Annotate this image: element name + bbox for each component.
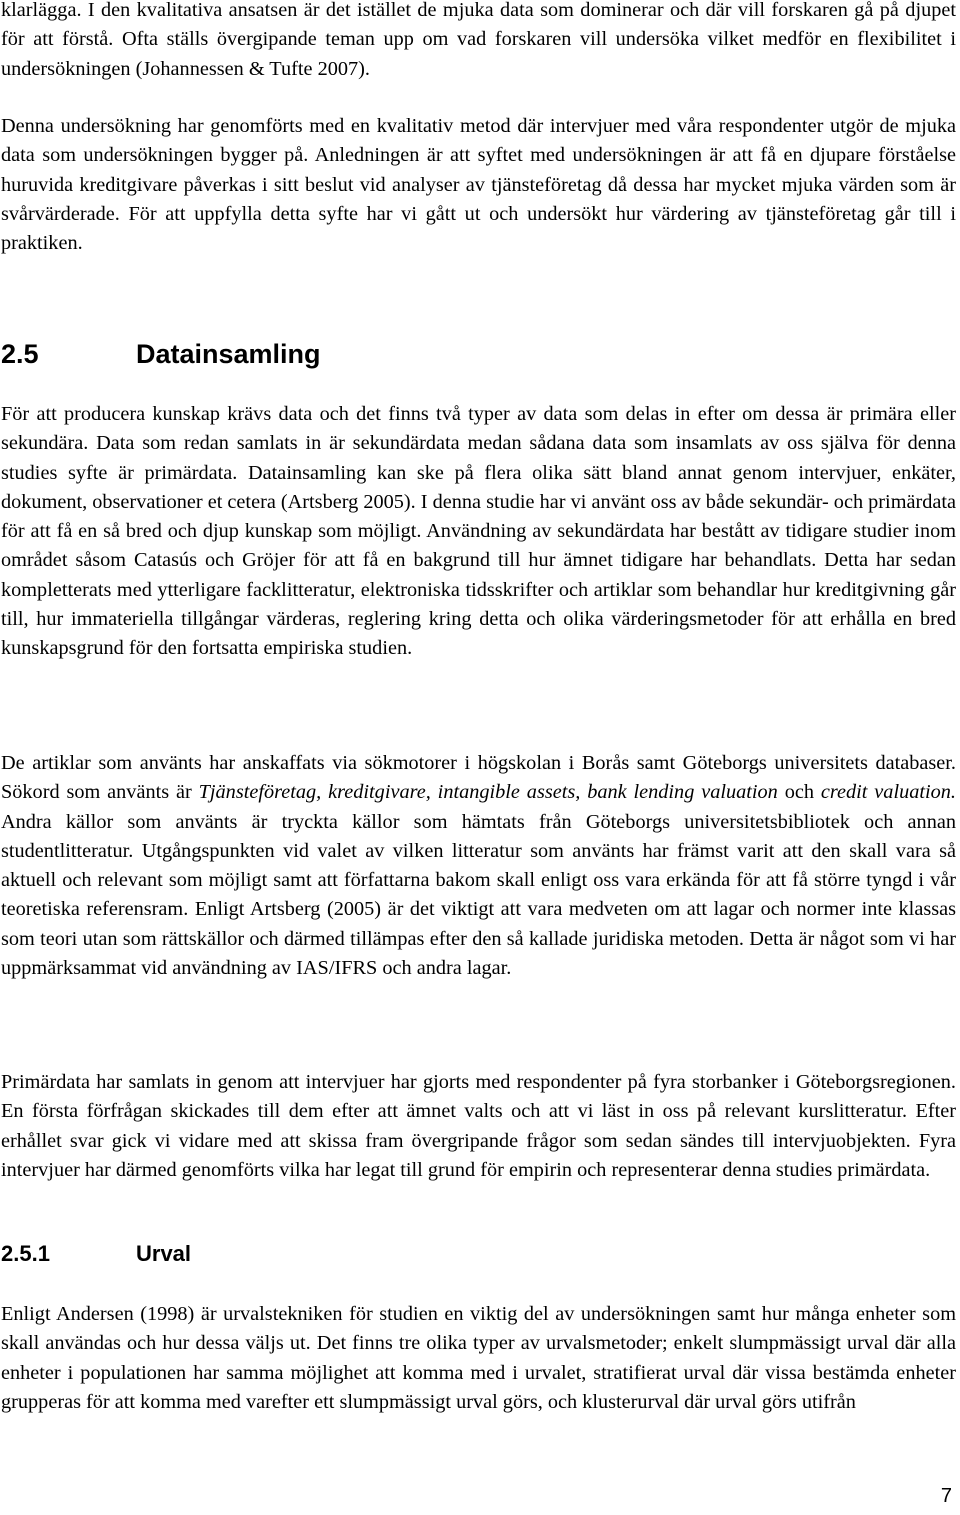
paragraph-intro-continuation: klarlägga. I den kvalitativa ansatsen är det istället de mjuka data som dominerar och där vill forskaren gå på djupet för att förstå. Ofta ställs övergipande teman upp om vad forskaren vill undersöka vilket medför en flexibilitet i undersökningen (Johannessen & Tufte 2007).	[1, 0, 956, 80]
subsection-number: 2.5.1	[1, 1241, 50, 1266]
keywords-italic: Tjänsteföretag, kreditgivare, intangible assets, bank lending valuation	[198, 781, 778, 804]
section-heading-urval	[1, 1240, 191, 1268]
keywords-conjunction: och	[777, 781, 821, 804]
paragraph-data-types: För att producera kunskap krävs data och det finns två typer av data som delas in efter om dessa är primära eller sekundära. Data som redan samlats in är sekundärdata medan sådana data som insamlats av oss själva för denna studies syfte är primärdata. Datainsamling kan ske på flera olika sätt bland annat genom intervjuer, enkäter, dokument, observationer et cetera (Artsberg 2005). I denna studie har vi använt oss av både sekundär- och primärdata för att få en så bred och djup kunskap som möjligt. Användning av sekundärdata har bestått av tidigare studier inom området såsom Catasús och Gröjer för att få en bakgrund till hur ämnet tidigare har behandlats. Detta har sedan kompletterats med ytterligare facklitteratur, elektroniska tidsskrifter och artiklar som behandlar hur kreditgivning går till, hur immateriella tillgångar värderas, reglering kring detta och olika värderingsmetoder för att erhålla en bred kunskapsgrund för den fortsatta empiriska studien.	[1, 403, 956, 660]
section-title: Datainsamling	[136, 339, 321, 369]
paragraph-primary-data: Primärdata har samlats in genom att intervjuer har gjorts med respondenter på fyra storbanker i Göteborgsregionen. En första förfrågan skickades till dem efter att ämnet valts och att vi läst in oss på relevant kurslitteratur. Efter erhållet svar gick vi vidare med att skissa fram övergripande frågor som sedan sändes till intervjuobjekten. Fyra intervjuer har därmed genomförts vilka har legat till grund för empirin och representerar denna studies primärdata.	[1, 1071, 956, 1181]
sources-text-end: Andra källor som använts är tryckta källor som hämtats från Göteborgs universitetsbibliotek och annan studentlitteratur. Utgångspunkten vid valet av vilken litteratur som använts har främst varit att den skall vara så aktuell och relevant som möjligt samt att författarna bakom skall enligt oss vara erkända för att få större tyngd i vår teoretiska referensram. Enligt Artsberg (2005) är det viktigt att vara medveten om att lagar och normer inte klassas som teori utan som rättskällor och därmed tillämpas efter den så kallade juridiska metoden. Detta är något som vi har uppmärksammat vid användning av IAS/IFRS och andra lagar.	[1, 810, 956, 980]
sources-text-start: De artiklar som använts har anskaffats via sökmotorer i högskolan i Borås samt Göteborgs universitets databaser. Sökord som använts är	[1, 752, 956, 804]
paragraph-method: Denna undersökning har genomförts med en kvalitativ metod där intervjuer med våra respondenter utgör de mjuka data som undersökningen bygger på. Anledningen är att syftet med undersökningen är att få en djupare förståelse huruvida kreditgivare påverkas i sitt beslut vid analyser av tjänsteföretag då dessa har mycket mjuka värden som är svårvärderade. För att uppfylla detta syfte har vi gått ut och undersökt hur värdering av tjänsteföretag går till i praktiken.	[1, 115, 956, 255]
section-number: 2.5	[1, 339, 39, 369]
keywords-italic-2: credit valuation.	[820, 781, 956, 804]
paragraph-sampling: Enligt Andersen (1998) är urvalstekniken för studien en viktig del av undersökningen samt hur många enheter som skall användas och hur dessa väljs ut. Det finns tre olika typer av urvalsmetoder; enkelt slumpmässigt urval där alla enheter i populationen har samma möjlighet att komma med i urvalet, stratifierat urval där vissa bestämda enheter grupperas för att komma med varefter ett slumpmässigt urval görs, och klusterurval där urval görs utifrån	[1, 1303, 956, 1413]
section-heading-datainsamling	[1, 337, 321, 371]
page-number: 7	[940, 1485, 952, 1507]
subsection-title: Urval	[136, 1241, 192, 1266]
paragraph-sources	[1, 749, 956, 983]
